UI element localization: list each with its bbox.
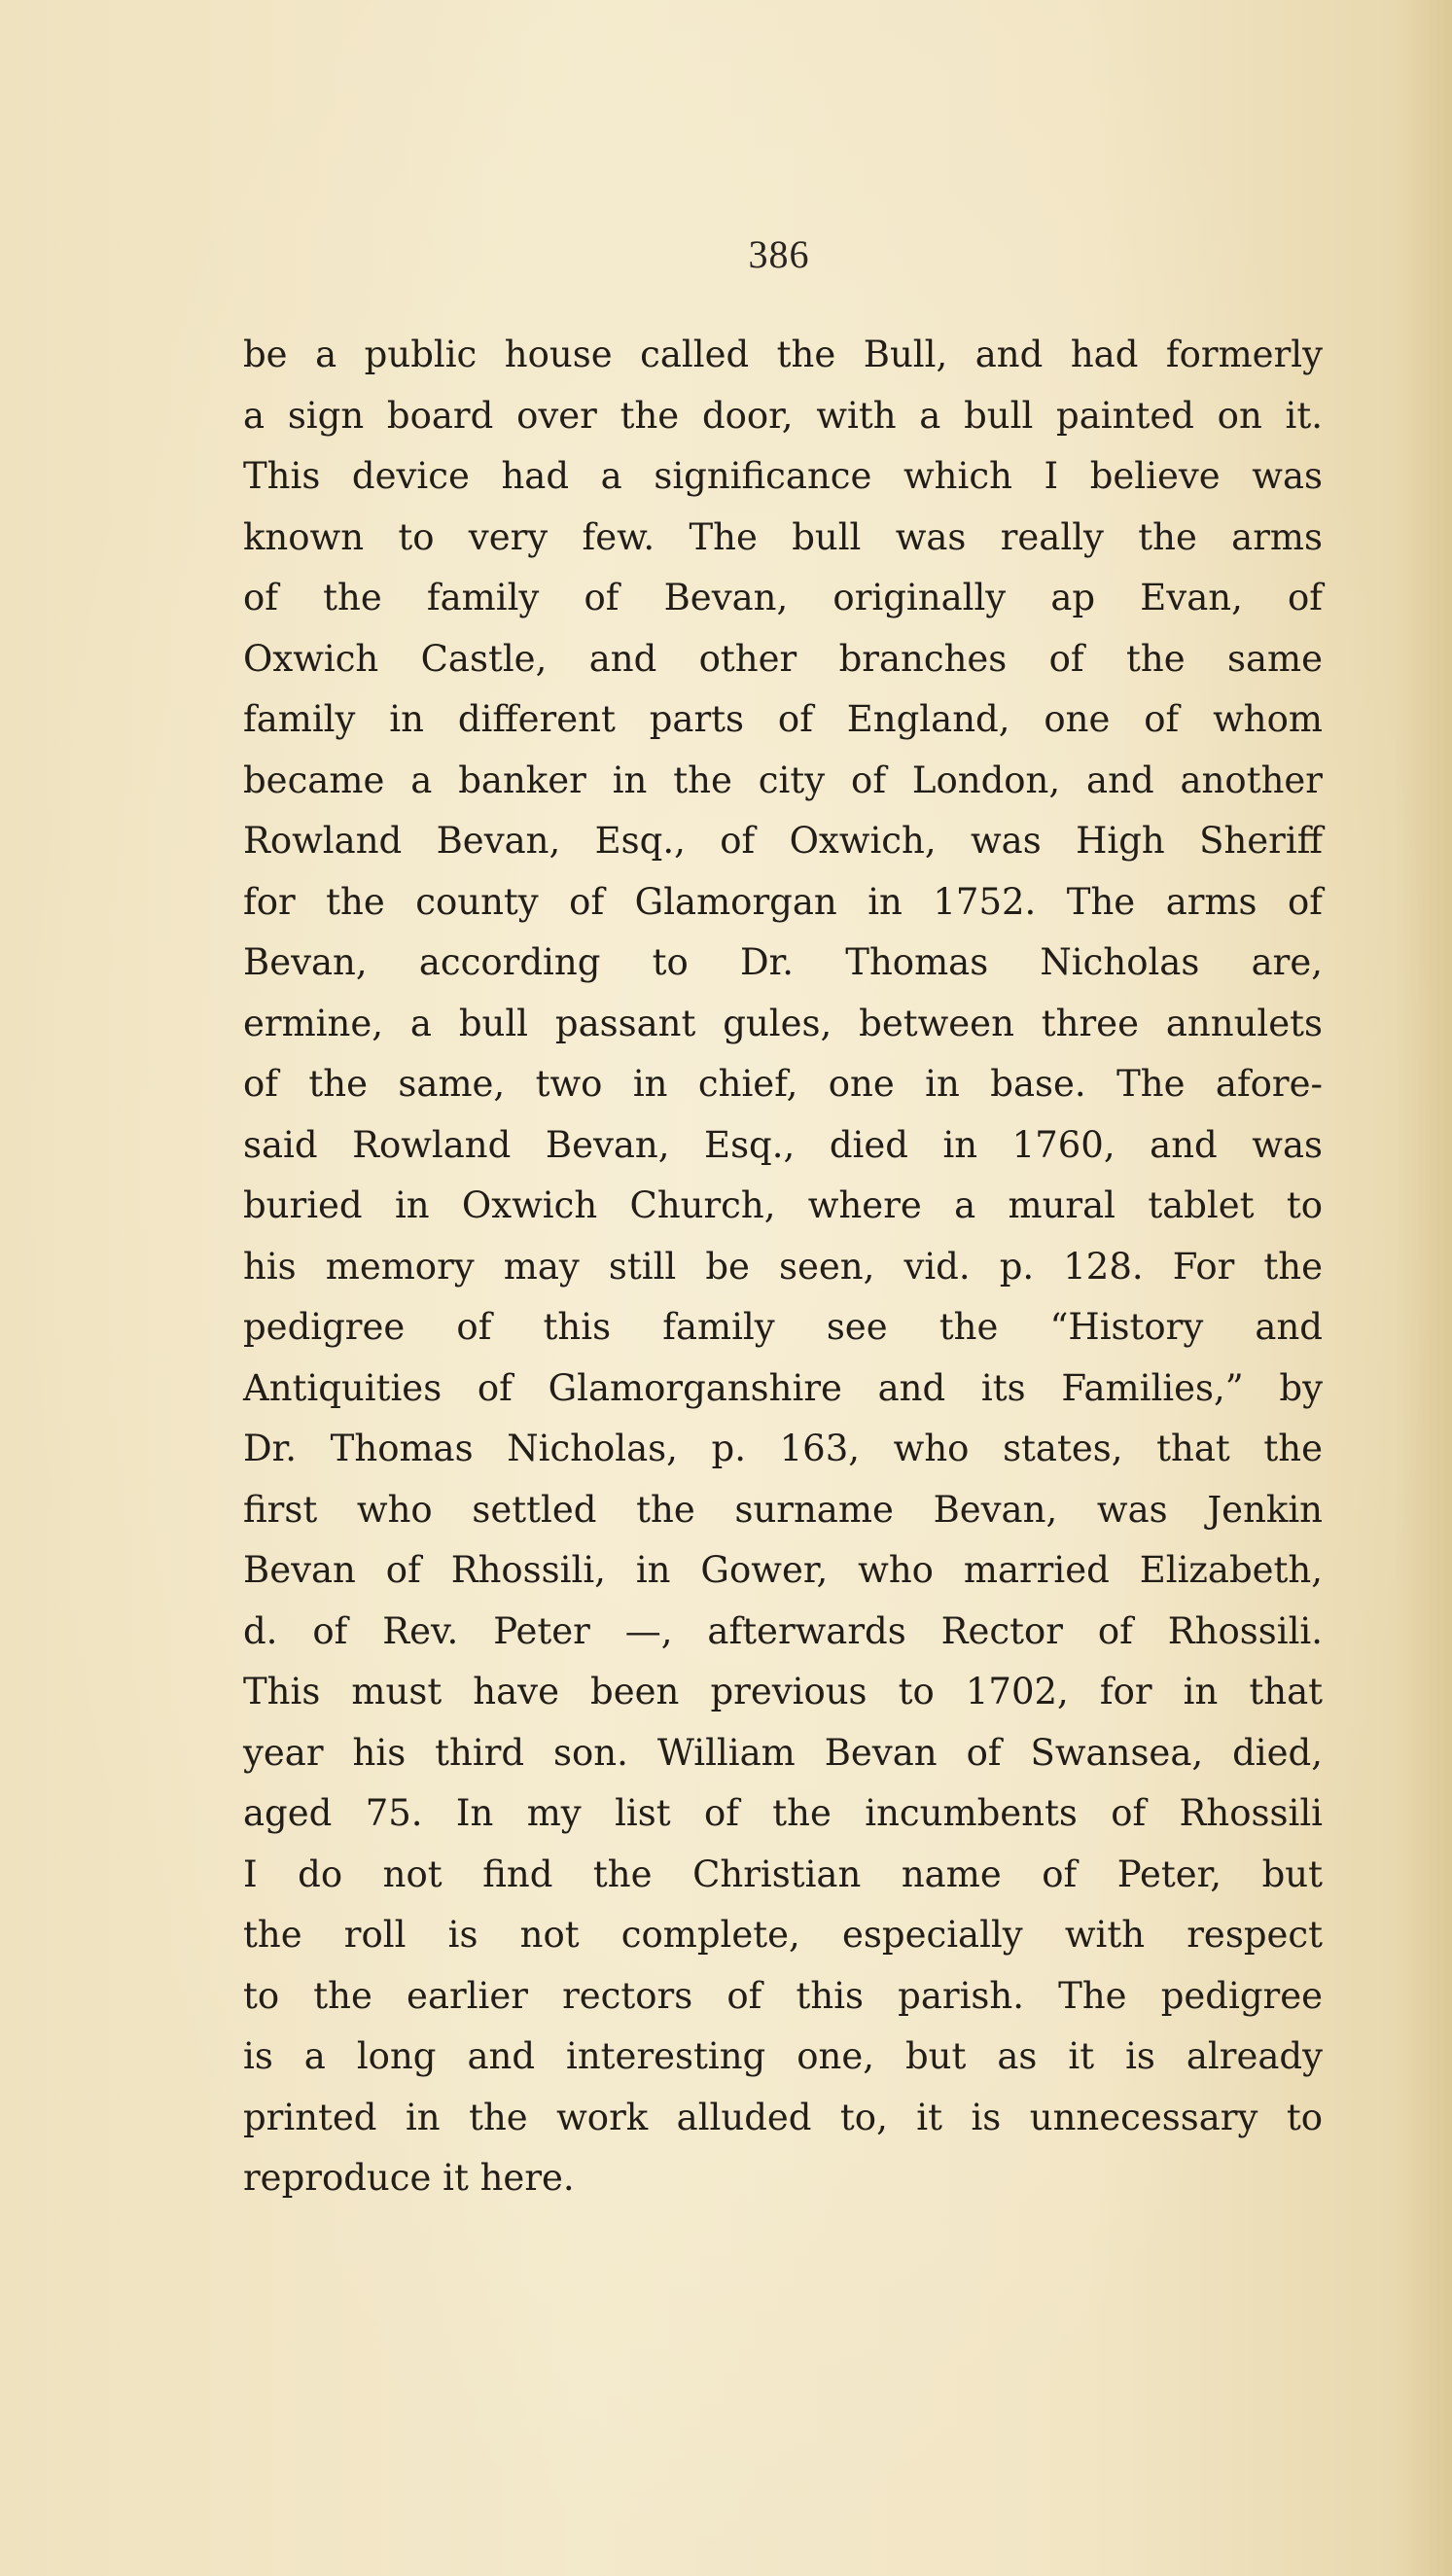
page-number: 386 (748, 232, 810, 276)
text-line: family in different parts of England, one of whom (243, 698, 1323, 740)
text-line: said Rowland Bevan, Esq., died in 1760, and was (243, 1123, 1323, 1166)
text-line: a sign board over the door, with a bull painted on it. (243, 394, 1323, 437)
text-line: became a banker in the city of London, and another (243, 759, 1323, 801)
text-line: first who settled the surname Bevan, was Jenkin (243, 1488, 1323, 1531)
text-line: This device had a significance which I believe was (243, 455, 1323, 497)
body-paragraph (243, 325, 1323, 2209)
text-line: printed in the work alluded to, it is unnecessary to (243, 2096, 1323, 2138)
text-line: I do not find the Christian name of Peter, but (243, 1853, 1323, 1895)
text-line: pedigree of this family see the “History and (243, 1306, 1323, 1348)
text-line: year his third son. William Bevan of Swansea, died, (243, 1731, 1323, 1774)
text-line: is a long and interesting one, but as it is already (243, 2035, 1323, 2077)
text-line: Rowland Bevan, Esq., of Oxwich, was High Sheriff (243, 820, 1323, 862)
text-line: known to very few. The bull was really the arms (243, 515, 1323, 558)
text-line: aged 75. In my list of the incumbents of Rhossili (243, 1792, 1323, 1834)
text-line: Bevan, according to Dr. Thomas Nicholas are, (243, 941, 1323, 983)
text-line: his memory may still be seen, vid. p. 128. For the (243, 1245, 1323, 1288)
text-line: of the family of Bevan, originally ap Evan, of (243, 577, 1323, 618)
text-line: to the earlier rectors of this parish. The pedigree (243, 1974, 1323, 2017)
text-line: for the county of Glamorgan in 1752. The arms of (243, 880, 1323, 923)
text-line: ermine, a bull passant gules, between three annulets (243, 1002, 1323, 1044)
text-line: Bevan of Rhossili, in Gower, who married Elizabeth, (243, 1549, 1323, 1591)
text-line: of the same, two in chief, one in base. The afore- (243, 1063, 1323, 1105)
text-line: d. of Rev. Peter —, afterwards Rector of Rhossili. (243, 1609, 1323, 1652)
text-line: the roll is not complete, especially with respect (243, 1914, 1323, 1956)
text-line: This must have been previous to 1702, for in that (243, 1671, 1323, 1712)
text-line: reproduce it here. (243, 2157, 575, 2199)
text-line: be a public house called the Bull, and had formerly (243, 334, 1323, 375)
text-line: Dr. Thomas Nicholas, p. 163, who states, that the (243, 1428, 1323, 1469)
text-line: Oxwich Castle, and other branches of the same (243, 637, 1323, 680)
text-line: buried in Oxwich Church, where a mural tablet to (243, 1184, 1323, 1226)
text-line: Antiquities of Glamorganshire and its Families,” by (243, 1366, 1323, 1409)
